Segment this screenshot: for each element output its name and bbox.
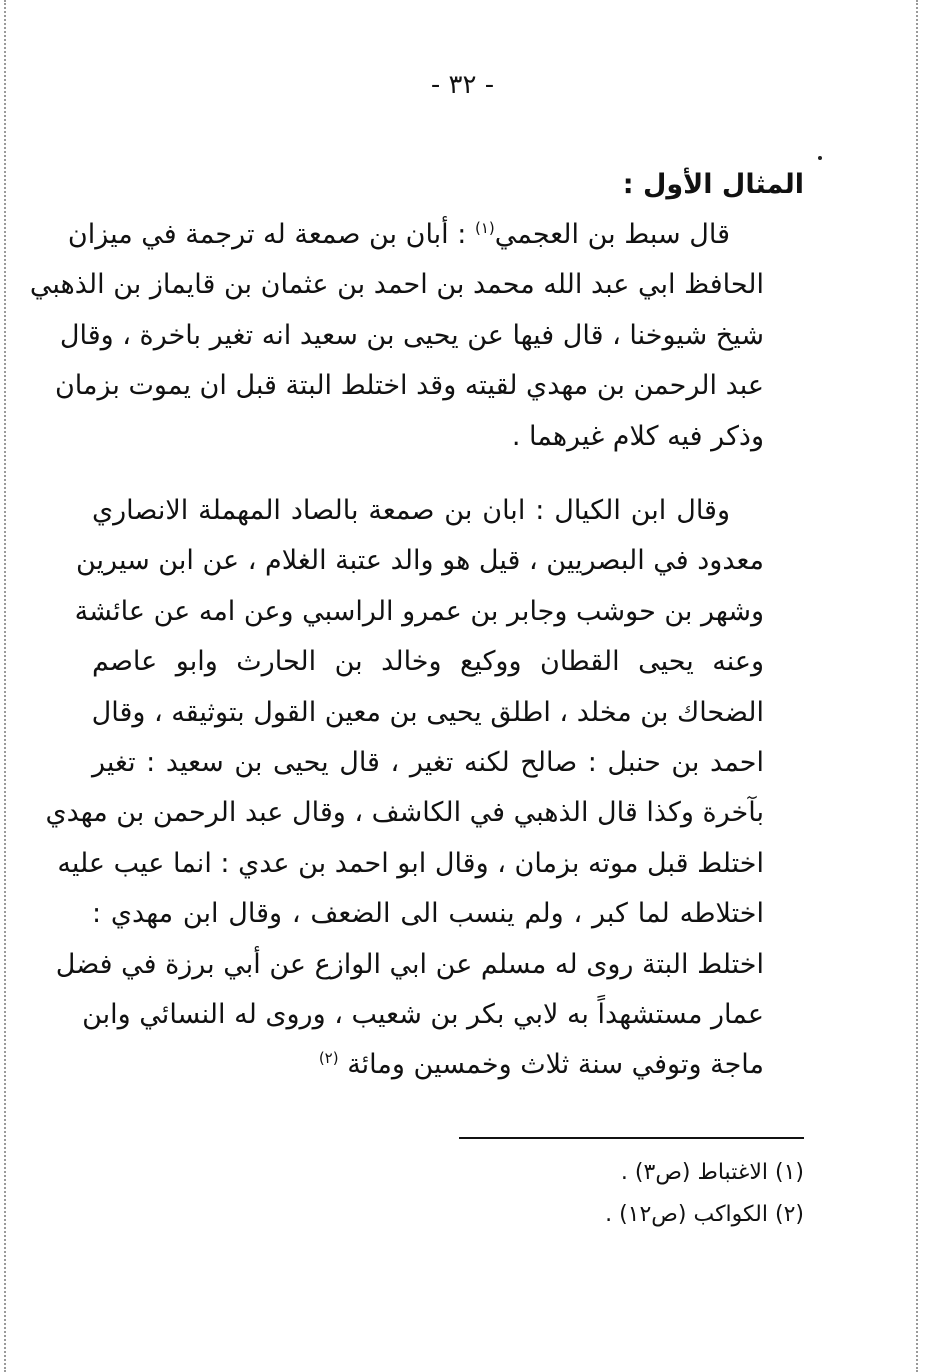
paragraph-1 — [29, 210, 804, 462]
paragraph-2-line-4: وعنه يحيى القطان ووكيع وخالد بن الحارث وابو عاصم — [92, 646, 764, 678]
footnote-ref-2: (٢) — [318, 1049, 339, 1068]
paragraph-2-line-5: الضحاك بن مخلد ، اطلق يحيى بن معين القول بتوثيقه ، وقال — [91, 696, 764, 728]
paragraph-2-line-8: اختلط قبل موته بزمان ، وقال ابو احمد بن عدي : انما عيب عليه — [57, 847, 764, 879]
paragraph-1-line-3: شيخ شيوخنا ، قال فيها عن يحيى بن سعيد انه تغير باخرة ، وقال — [59, 319, 764, 351]
paragraph-2-line-6: احمد بن حنبل : صالح لكنه تغير ، قال يحيى بن سعيد : تغير — [92, 747, 764, 779]
footnote-2: (٢) الكواكب (ص١٢) . — [605, 1202, 804, 1227]
paragraph-1-line-5: وذكر فيه كلام غيرهما . — [511, 420, 764, 452]
paragraph-1-line-4: عبد الرحمن بن مهدي لقيته وقد اختلط البتة قبل ان يموت بزمان — [54, 370, 764, 402]
footnote-ref-1: (١) — [474, 219, 495, 237]
paragraph-2-line-12: ماجة وتوفي سنة ثلاث وخمسين ومائة $^{(٢)}$ — [318, 1049, 764, 1081]
paragraph-2-line-3: وشهر بن حوشب وجابر بن عمرو الراسبي وعن امه عن عائشة — [74, 595, 764, 627]
paragraph-2 — [45, 486, 804, 1091]
right-scan-edge — [916, 0, 918, 1372]
paragraph-1-line-2: الحافظ ابي عبد الله محمد بن احمد بن عثمان بن قايماز بن الذهبي — [29, 269, 764, 301]
footnote-1: (١) الاغتباط (ص٣) . — [620, 1160, 804, 1185]
paragraph-2-line-10: اختلط البتة روى له مسلم عن ابي الوازع عن أبي برزة في فضل — [55, 948, 764, 980]
footnote-separator — [459, 1137, 804, 1139]
section-heading: المثال الأول : — [622, 169, 804, 200]
footnotes — [459, 1152, 804, 1236]
paragraph-2-line-1: وقال ابن الكيال : ابان بن صمعة بالصاد المهملة الانصاري — [92, 495, 730, 526]
page-number: - ٣٢ - — [430, 70, 495, 100]
paragraph-2-line-2: معدود في البصريين ، قيل هو والد عتبة الغلام ، عن ابن سيرين — [75, 545, 764, 577]
scan-speck — [818, 156, 822, 160]
paragraph-2-line-9: اختلاطه لما كبر ، ولم ينسب الى الضعف ، وقال ابن مهدي : — [92, 898, 764, 930]
left-scan-edge — [4, 0, 6, 1372]
paragraph-2-line-11: عمار مستشهداً به لابي بكر بن شعيب ، وروى له النسائي وابن — [82, 999, 764, 1031]
paragraph-1-line-1: قال سبط بن العجمي$^{(١)}$ : أبان بن صمعة له ترجمة في ميزان — [67, 219, 730, 250]
paragraph-2-line-7: بآخرة وكذا قال الذهبي في الكاشف ، وقال عبد الرحمن بن مهدي — [45, 797, 764, 829]
